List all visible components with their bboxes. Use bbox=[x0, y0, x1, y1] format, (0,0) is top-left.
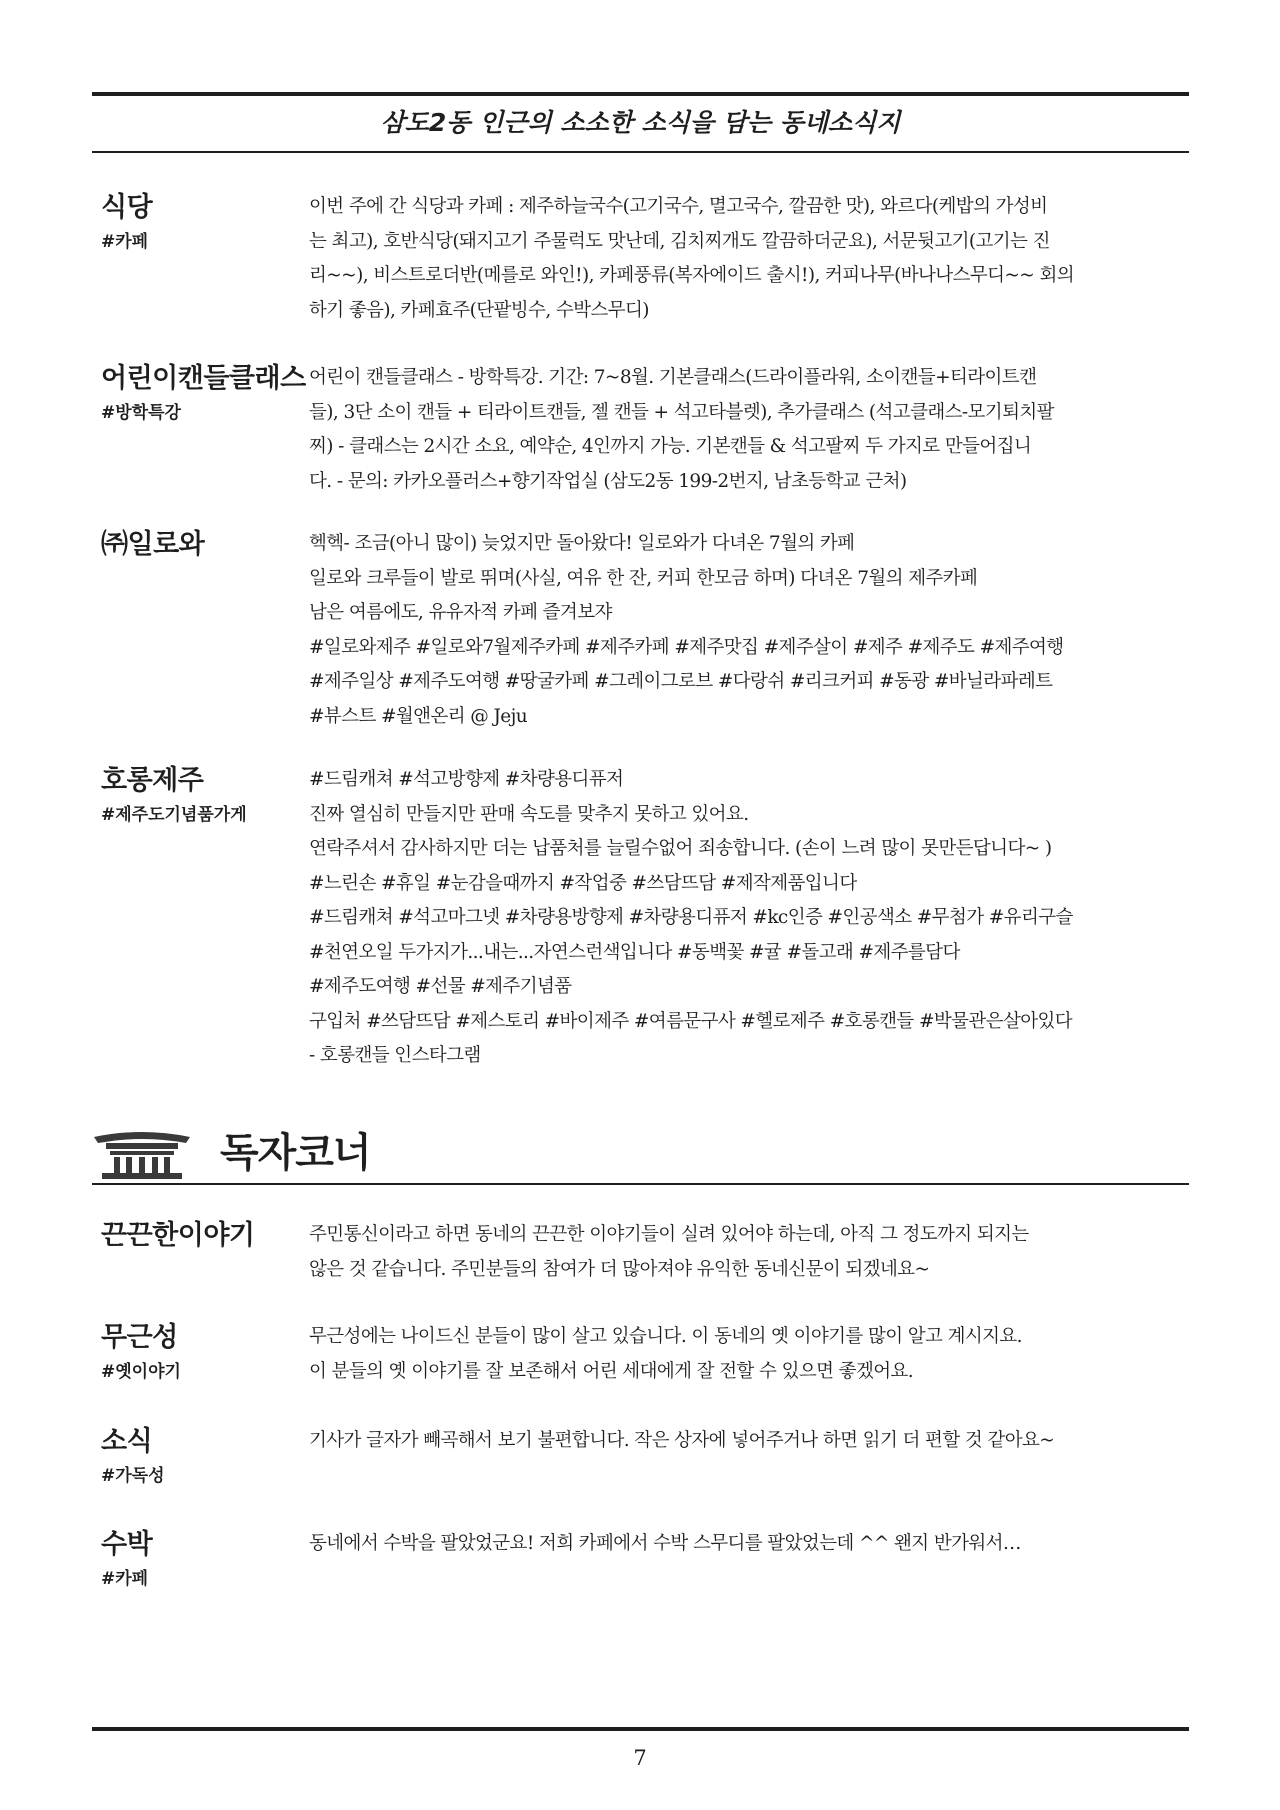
entry-text-line: #느린손 #휴일 #눈감을때까지 #작업중 #쓰담뜨담 #제작제품입니다 bbox=[309, 872, 857, 894]
entry-label bbox=[101, 190, 301, 256]
entry-hashtag: #가독성 bbox=[101, 1466, 165, 1486]
footer-rule bbox=[92, 1727, 1189, 1731]
entry-name: 무근성 bbox=[101, 1322, 178, 1353]
entry-text-line: 리~~), 비스트로더반(메를로 와인!), 카페풍류(복자에이드 출시!), 커피나무(바나나스무디~~ 회의 bbox=[309, 265, 1074, 286]
entry-name: 소식 bbox=[101, 1426, 153, 1457]
entry-text-line: 어린이 캔들클래스 - 방학특강. 기간: 7~8월. 기본클래스(드라이플라워, 소이캔들+티라이트캔 bbox=[309, 367, 1037, 388]
entry-text-line: 않은 것 같습니다. 주민분들의 참여가 더 많아져야 유익한 동네신문이 되겠네요~ bbox=[309, 1258, 930, 1280]
entry-label bbox=[101, 763, 301, 829]
entry-label bbox=[101, 527, 301, 563]
entry-name: 식당 bbox=[101, 192, 153, 223]
page-number: 7 bbox=[633, 1746, 647, 1770]
entry-text-line: #천연오일 두가지가...내는...자연스런색입니다 #동백꽃 #귤 #돌고래 #제주를담다 bbox=[309, 941, 960, 963]
reader-corner-rule bbox=[92, 1183, 1189, 1185]
entry-hashtag: #카페 bbox=[101, 1569, 149, 1589]
entry-body bbox=[309, 361, 1129, 499]
entry-text-line: 연락주셔서 감사하지만 더는 납품처를 늘릴수없어 죄송합니다. (손이 느려 많이 못만든답니다~ ) bbox=[309, 838, 1052, 859]
reader-corner-title: 독자코너 bbox=[220, 1130, 371, 1176]
entry-text-line: 주민통신이라고 하면 동네의 끈끈한 이야기들이 실려 있어야 하는데, 아직 그 정도까지 되지는 bbox=[309, 1224, 1029, 1245]
entry-label bbox=[101, 361, 306, 427]
entry-text-line: 구입처 #쓰담뜨담 #제스토리 #바이제주 #여름문구사 #헬로제주 #호롱캔들 #박물관은살아있다 bbox=[309, 1010, 1073, 1032]
entry-text-line: 동네에서 수박을 팔았었군요! 저희 카페에서 수박 스무디를 팔았었는데 ^^ 왠지 반가워서… bbox=[309, 1533, 1021, 1554]
entry-body bbox=[309, 1218, 1129, 1287]
entry-hashtag: #옛이야기 bbox=[101, 1362, 181, 1382]
entry-text-line: 다. - 문의: 카카오플러스+향기작업실 (삼도2동 199-2번지, 남초등학교 근처) bbox=[309, 470, 907, 492]
entry-hashtag: #방학특강 bbox=[101, 403, 181, 423]
entry-text-line: 헥헥- 조금(아니 많이) 늦었지만 돌아왔다! 일로와가 다녀온 7월의 카페 bbox=[309, 533, 855, 554]
newsletter-tagline: 삼도2동 인근의 소소한 소식을 담는 동네소식지 bbox=[380, 108, 901, 137]
entry-text-line: #제주일상 #제주도여행 #땅굴카페 #그레이그로브 #다랑쉬 #리크커피 #동광 #바닐라파레트 bbox=[309, 671, 1053, 692]
entry-label bbox=[101, 1527, 301, 1593]
entry-hashtag: #카페 bbox=[101, 232, 149, 252]
entry-text-line: #뷰스트 #월앤온리 @ Jeju bbox=[309, 705, 528, 727]
entry-text-line: 는 최고), 호반식당(돼지고기 주물럭도 맛난데, 김치찌개도 깔끔하더군요), 서문뒷고기(고기는 진 bbox=[309, 230, 1050, 252]
entry-body bbox=[309, 1320, 1129, 1389]
entry-body bbox=[309, 763, 1129, 1074]
entry-text-line: 들), 3단 소이 캔들 + 티라이트캔들, 젤 캔들 + 석고타블렛), 추가클래스 (석고클래스-모기퇴치팔 bbox=[309, 401, 1054, 423]
entry-body bbox=[309, 527, 1129, 734]
entry-text-line: 찌) - 클래스는 2시간 소요, 예약순, 4인까지 가능. 기본캔들 & 석고팔찌 두 가지로 만들어집니 bbox=[309, 436, 1032, 457]
traditional-house-icon bbox=[92, 1129, 192, 1179]
entry-text-line: #드림캐쳐 #석고방향제 #차량용디퓨저 bbox=[309, 769, 624, 790]
entry-text-line: 무근성에는 나이드신 분들이 많이 살고 있습니다. 이 동네의 옛 이야기를 많이 알고 계시지요. bbox=[309, 1326, 1022, 1347]
entry-text-line: 기사가 글자가 빼곡해서 보기 불편합니다. 작은 상자에 넣어주거나 하면 읽기 더 편할 것 같아요~ bbox=[309, 1430, 1055, 1451]
entry-text-line: - 호롱캔들 인스타그램 bbox=[309, 1045, 481, 1066]
entry-name: 어린이캔들클래스 bbox=[101, 363, 306, 394]
entry-name: 끈끈한이야기 bbox=[101, 1220, 255, 1251]
entry-text-line: #드림캐쳐 #석고마그넷 #차량용방향제 #차량용디퓨저 #kc인증 #인공색소 #무첨가 #유리구슬 bbox=[309, 907, 1073, 928]
entry-text-line: 남은 여름에도, 유유자적 카페 즐겨보쟈 bbox=[309, 602, 612, 623]
header-rule-bottom bbox=[92, 151, 1189, 153]
entry-name: 호롱제주 bbox=[101, 765, 204, 796]
entry-label bbox=[101, 1424, 301, 1490]
header-rule-top bbox=[92, 92, 1189, 96]
entry-text-line: 하기 좋음), 카페효주(단팥빙수, 수박스무디) bbox=[309, 299, 649, 321]
entry-text-line: 이 분들의 옛 이야기를 잘 보존해서 어린 세대에게 잘 전할 수 있으면 좋겠어요. bbox=[309, 1360, 914, 1382]
entry-text-line: #일로와제주 #일로와7월제주카페 #제주카페 #제주맛집 #제주살이 #제주 #제주도 #제주여행 bbox=[309, 636, 1064, 658]
reader-corner-header bbox=[92, 1125, 1189, 1183]
entry-name: ㈜일로와 bbox=[101, 529, 205, 560]
entry-text-line: 진짜 열심히 만들지만 판매 속도를 맞추지 못하고 있어요. bbox=[309, 803, 749, 825]
entry-label bbox=[101, 1218, 301, 1254]
entry-text-line: 일로와 크루들이 발로 뛰며(사실, 여유 한 잔, 커피 한모금 하며) 다녀온 7월의 제주카페 bbox=[309, 567, 978, 589]
entry-body bbox=[309, 190, 1129, 328]
entry-name: 수박 bbox=[101, 1529, 153, 1560]
entry-text-line: 이번 주에 간 식당과 카페 : 제주하늘국수(고기국수, 멸고국수, 깔끔한 맛), 와르다(케밥의 가성비 bbox=[309, 196, 1048, 217]
entry-hashtag: #제주도기념품가게 bbox=[101, 805, 247, 825]
entry-text-line: #제주도여행 #선물 #제주기념품 bbox=[309, 976, 572, 997]
entry-body bbox=[309, 1424, 1129, 1459]
entry-label bbox=[101, 1320, 301, 1386]
entry-body bbox=[309, 1527, 1129, 1562]
